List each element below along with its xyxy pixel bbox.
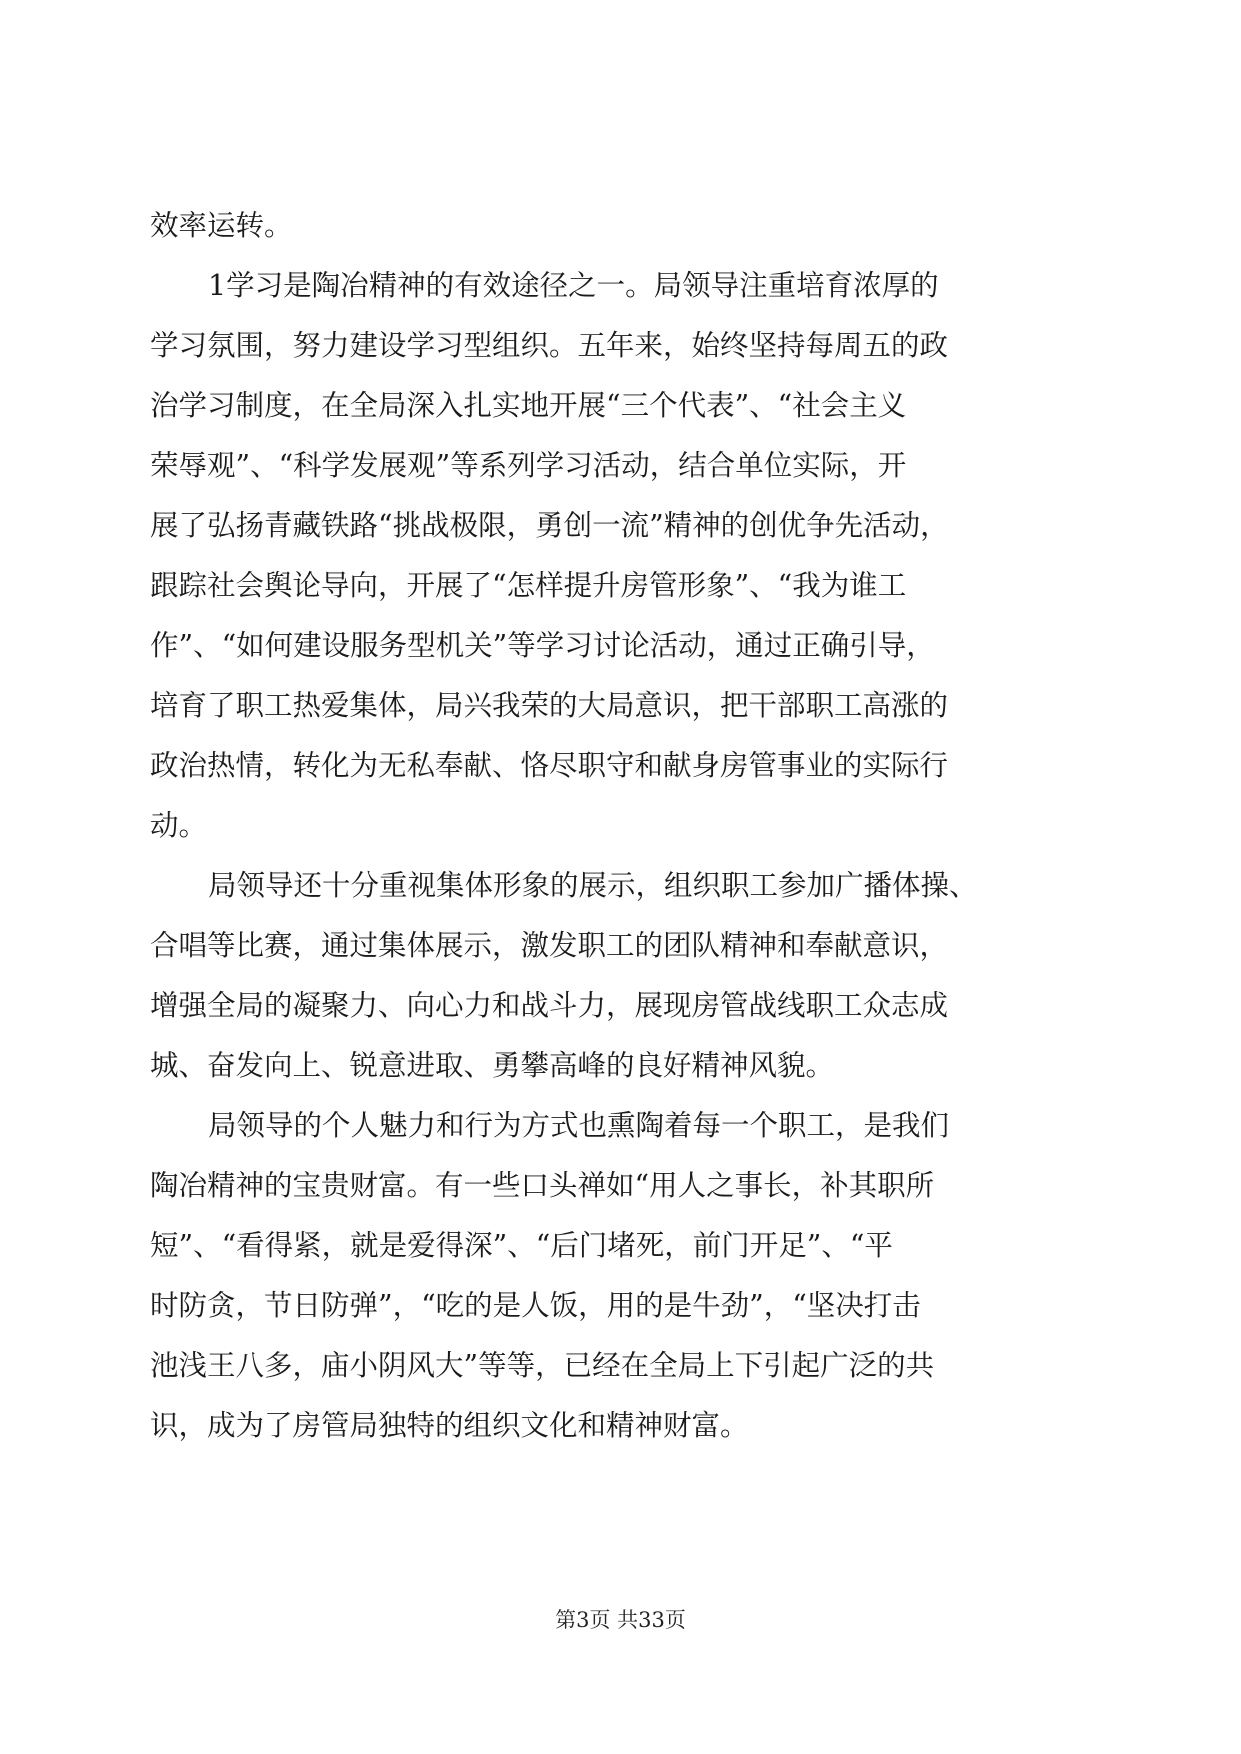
text-line: 城、奋发向上、锐意进取、勇攀高峰的良好精神风貌。 bbox=[150, 1049, 835, 1082]
text-line: 跟踪社会舆论导向，开展了“怎样提升房管形象”、“我为谁工 bbox=[150, 569, 907, 602]
body-text bbox=[150, 196, 1085, 1456]
page-number-footer: 第3页 共33页 bbox=[555, 1608, 686, 1632]
paragraph-start-line: 局领导的个人魅力和行为方式也熏陶着每一个职工，是我们 bbox=[208, 1109, 950, 1142]
text-line: 池浅王八多，庙小阴风大”等等，已经在全局上下引起广泛的共 bbox=[150, 1349, 935, 1382]
text-line: 政治热情，转化为无私奉献、恪尽职守和献身房管事业的实际行 bbox=[150, 749, 949, 782]
paragraph-start-line: 1学习是陶冶精神的有效途径之一。局领导注重培育浓厚的 bbox=[208, 269, 939, 302]
text-line: 培育了职工热爱集体，局兴我荣的大局意识，把干部职工高涨的 bbox=[150, 689, 949, 722]
paragraph-start-line: 局领导还十分重视集体形象的展示，组织职工参加广播体操、 bbox=[208, 869, 978, 902]
text-line: 展了弘扬青藏铁路“挑战极限，勇创一流”精神的创优争先活动， bbox=[150, 509, 949, 542]
text-line: 效率运转。 bbox=[150, 209, 293, 242]
text-line: 识，成为了房管局独特的组织文化和精神财富。 bbox=[150, 1409, 749, 1442]
text-line: 时防贪，节日防弹”，“吃的是人饭，用的是牛劲”，“坚决打击 bbox=[150, 1289, 921, 1322]
text-line: 学习氛围，努力建设学习型组织。五年来，始终坚持每周五的政 bbox=[150, 329, 949, 362]
text-line: 动。 bbox=[150, 809, 208, 842]
text-line: 治学习制度，在全局深入扎实地开展“三个代表”、“社会主义 bbox=[150, 389, 907, 422]
text-line: 荣辱观”、“科学发展观”等系列学习活动，结合单位实际，开 bbox=[150, 449, 907, 482]
text-line: 合唱等比赛，通过集体展示，激发职工的团队精神和奉献意识， bbox=[150, 929, 949, 962]
text-line: 短”、“看得紧，就是爱得深”、“后门堵死，前门开足”、“平 bbox=[150, 1229, 893, 1262]
text-line: 作”、“如何建设服务型机关”等学习讨论活动，通过正确引导， bbox=[150, 629, 935, 662]
text-line: 增强全局的凝聚力、向心力和战斗力，展现房管战线职工众志成 bbox=[150, 989, 949, 1022]
text-line: 陶冶精神的宝贵财富。有一些口头禅如“用人之事长，补其职所 bbox=[150, 1169, 935, 1202]
